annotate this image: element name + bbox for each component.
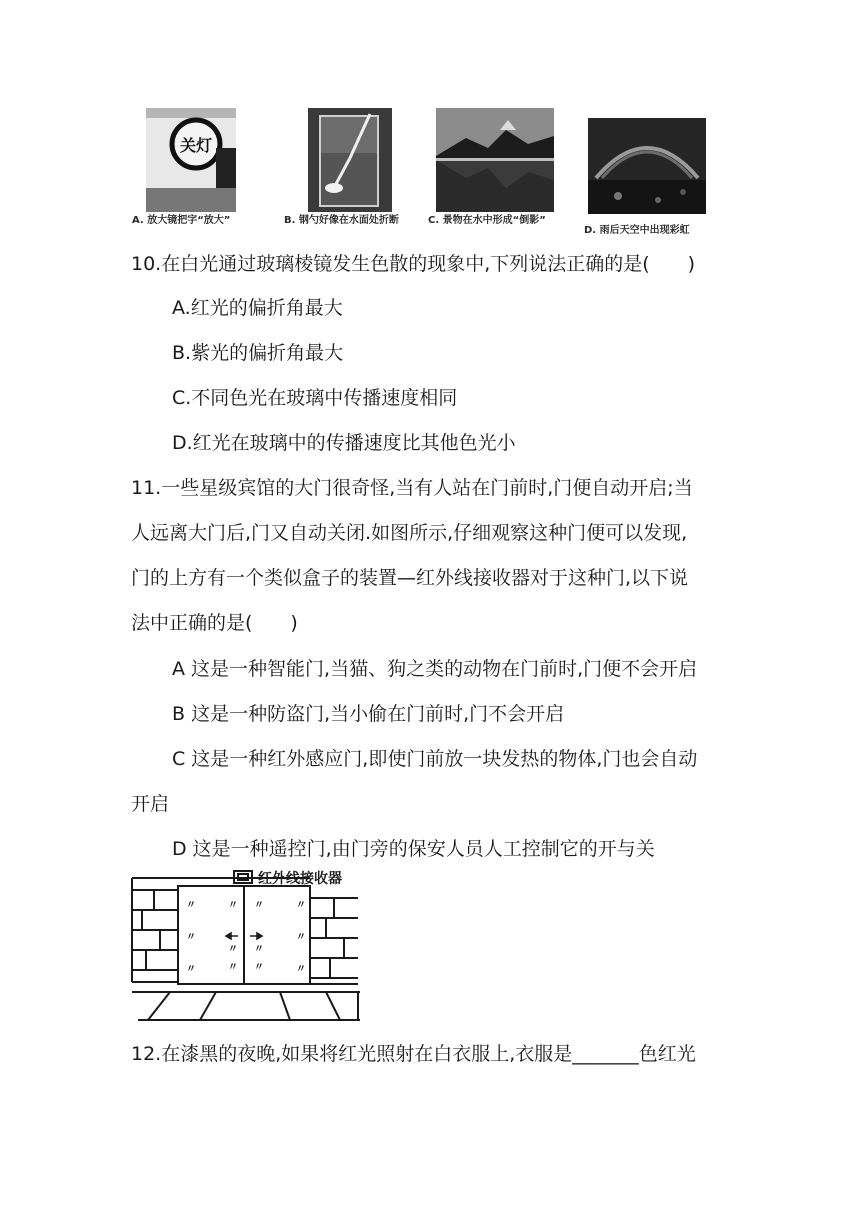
svg-text:〃: 〃	[186, 964, 196, 975]
photo-strip	[132, 104, 730, 236]
svg-text:〃: 〃	[254, 900, 264, 911]
caption-c: C. 景物在水中形成“倒影”	[428, 215, 546, 226]
magnifier-image	[146, 108, 236, 212]
svg-text:〃: 〃	[296, 964, 306, 975]
svg-text:〃: 〃	[254, 962, 264, 973]
q11-stem-line-1: 11.一些星级宾馆的大门很奇怪,当有人站在门前时,门便自动开启;当	[131, 477, 693, 499]
receiver-label: 红外线接收器	[258, 871, 342, 887]
q12-stem: 12.在漆黑的夜晚,如果将红光照射在白衣服上,衣服是_______色红光	[131, 1043, 696, 1065]
svg-text:〃: 〃	[228, 944, 238, 955]
spoon-in-water-image	[308, 108, 392, 212]
q11-option-c-continued: 开启	[131, 793, 170, 815]
reflection-image	[436, 108, 554, 212]
q10-option-b: B.紫光的偏折角最大	[172, 342, 344, 364]
q10-option-a: A.红光的偏折角最大	[172, 297, 343, 319]
svg-text:〃: 〃	[296, 932, 306, 943]
caption-d: D. 雨后天空中出现彩虹	[584, 225, 690, 236]
photo-spoon	[308, 108, 392, 212]
rainbow-image	[588, 118, 706, 214]
photo-magnifier	[146, 108, 236, 212]
q10-option-c: C.不同色光在玻璃中传播速度相同	[172, 387, 458, 409]
q11-stem-line-2: 人远离大门后,门又自动关闭.如图所示,仔细观察这种门便可以发现,	[131, 522, 688, 544]
sign-text: 关灯	[179, 136, 213, 155]
q11-option-b: B 这是一种防盗门,当小偷在门前时,门不会开启	[172, 703, 565, 725]
svg-text:〃: 〃	[186, 932, 196, 943]
q10-stem: 10.在白光通过玻璃棱镜发生色散的现象中,下列说法正确的是( )	[131, 253, 696, 275]
svg-text:〃: 〃	[228, 962, 238, 973]
svg-text:〃: 〃	[186, 900, 196, 911]
photo-reflection	[436, 108, 554, 212]
svg-text:〃: 〃	[296, 900, 306, 911]
infrared-door-figure	[130, 870, 362, 1024]
caption-a: A. 放大镜把字“放大”	[132, 215, 231, 226]
q11-option-d: D 这是一种遥控门,由门旁的保安人员人工控制它的开与关	[172, 838, 655, 860]
q11-option-a: A 这是一种智能门,当猫、狗之类的动物在门前时,门便不会开启	[172, 658, 698, 680]
svg-text:〃: 〃	[228, 900, 238, 911]
caption-b: B. 钢勺好像在水面处折断	[284, 215, 399, 226]
q10-option-d: D.红光在玻璃中的传播速度比其他色光小	[172, 432, 516, 454]
q11-option-c: C 这是一种红外感应门,即使门前放一块发热的物体,门也会自动	[172, 748, 698, 770]
photo-rainbow	[588, 118, 706, 214]
q11-stem-line-4: 法中正确的是( )	[131, 612, 298, 634]
svg-text:〃: 〃	[254, 944, 264, 955]
q11-stem-line-3: 门的上方有一个类似盒子的装置—红外线接收器对于这种门,以下说	[131, 567, 689, 589]
